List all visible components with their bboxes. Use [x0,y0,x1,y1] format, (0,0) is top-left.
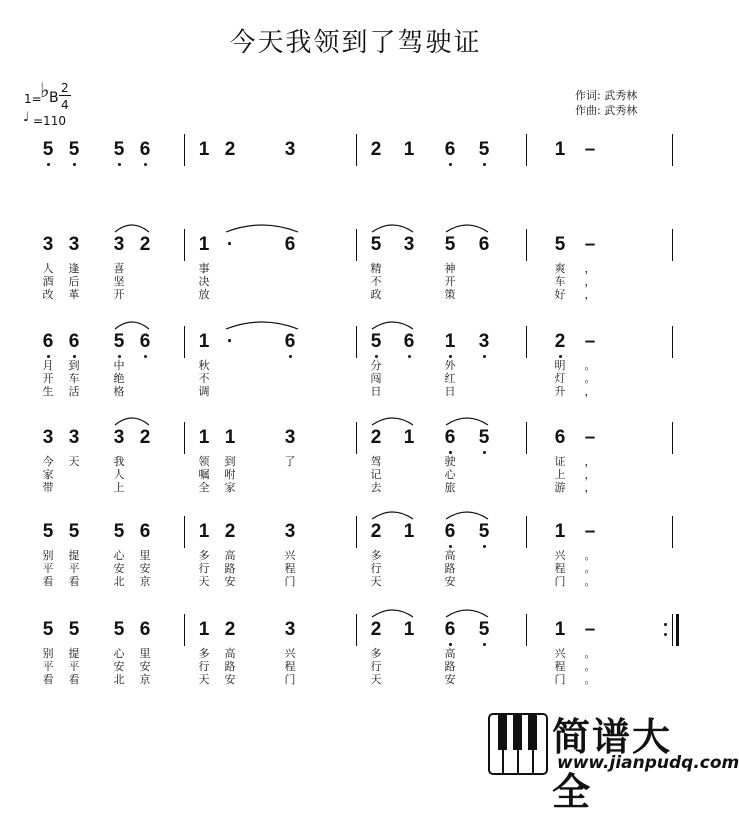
note: 5 [370,331,382,352]
lyric: 记 [370,468,382,481]
lyric: 。 [584,372,596,385]
lyric: 平 [42,562,54,575]
credits [575,88,637,118]
note: 5 [478,139,490,160]
lyric: 北 [113,575,125,588]
lyric: 策 [444,288,456,301]
lyric: 安 [139,660,151,673]
lyric: 游 [554,481,566,494]
note: 1 [554,139,566,160]
note: 6 [284,331,296,352]
note: 2 [224,619,236,640]
bar-line [356,516,357,548]
lyric: 心 [113,549,125,562]
note: · [226,331,234,352]
bar-line [356,229,357,261]
note: 2 [139,234,151,255]
octave-dot [449,451,452,454]
lyric: 路 [444,660,456,673]
note: 5 [478,521,490,542]
note: 3 [113,234,125,255]
lyric: 开 [444,275,456,288]
note: 5 [68,139,80,160]
slur [371,318,414,330]
note: 5 [370,234,382,255]
lyric: 上 [554,468,566,481]
lyric: 灯 [554,372,566,385]
note: 2 [370,521,382,542]
note: 6 [139,619,151,640]
lyric: 行 [198,562,210,575]
octave-dot [483,545,486,548]
note: 6 [284,234,296,255]
time-divider [59,95,71,96]
lyric: 红 [444,372,456,385]
lyric: 。 [584,575,596,588]
note: 5 [42,139,54,160]
lyric: 安 [113,562,125,575]
lyric: 闯 [370,372,382,385]
note: 2 [224,139,236,160]
slur [225,318,299,330]
lyric: 多 [370,647,382,660]
lyric: 天 [198,575,210,588]
note: 3 [42,427,54,448]
lyric: 中 [113,359,125,372]
lyric: 兴 [284,647,296,660]
lyric: 绝 [113,372,125,385]
note: 6 [444,521,456,542]
lyric: 带 [42,481,54,494]
lyric: 格 [113,385,125,398]
octave-dot [408,355,411,358]
lyric: 天 [198,673,210,686]
lyric: 事 [198,262,210,275]
lyric: 神 [444,262,456,275]
lyric: 活 [68,385,80,398]
note: 1 [198,427,210,448]
note: 6 [42,331,54,352]
lyric: 门 [554,575,566,588]
octave-dot [375,355,378,358]
lyric: 看 [42,575,54,588]
lyric: ， [584,275,596,288]
slur [445,606,489,618]
lyric: 驶 [444,455,456,468]
lyric: 全 [198,481,210,494]
note: 5 [554,234,566,255]
bar-line [184,516,185,548]
octave-dot [144,355,147,358]
slur [371,508,414,520]
octave-dot [73,355,76,358]
lyric: 心 [444,468,456,481]
note: – [584,521,596,542]
lyric: 心 [113,647,125,660]
lyric: 旅 [444,481,456,494]
lyric: 酒 [42,275,54,288]
lyric: 程 [284,562,296,575]
lyric: ， [584,385,596,398]
lyric: 好 [554,288,566,301]
note: 3 [284,521,296,542]
lyric: 。 [584,660,596,673]
lyric: ， [584,468,596,481]
slur [371,414,414,426]
note: 5 [68,521,80,542]
bar-line [526,229,527,261]
lyric: ， [584,481,596,494]
key-note: B [49,90,59,106]
watermark-brand: 简谱大全 [552,715,673,814]
bar-line [672,422,673,454]
time-bottom: 4 [61,98,69,112]
octave-dot [449,163,452,166]
lyric: 路 [224,562,236,575]
watermark-url: www.jianpudq.com [557,753,739,773]
slur [445,508,489,520]
lyric: 平 [42,660,54,673]
lyric: 门 [284,673,296,686]
lyric: 高 [224,647,236,660]
lyric: 车 [554,275,566,288]
lyric: 看 [68,673,80,686]
lyric: 京 [139,673,151,686]
note: 5 [478,619,490,640]
lyricist: 作词: 武秀林 [575,89,638,102]
lyric: 别 [42,647,54,660]
lyric: 安 [444,673,456,686]
quarter-note-icon: ♩ [23,110,30,125]
lyric: 里 [139,549,151,562]
repeat-end-sign [664,614,684,646]
lyric: 行 [198,660,210,673]
note: 5 [113,521,125,542]
note: 6 [554,427,566,448]
lyric: ， [584,455,596,468]
lyric: 高 [444,549,456,562]
octave-dot [449,545,452,548]
tempo: =110 [33,114,66,128]
lyric: 高 [444,647,456,660]
lyric: 里 [139,647,151,660]
note: 5 [478,427,490,448]
lyric: 。 [584,647,596,660]
note: 2 [370,139,382,160]
note: 6 [403,331,415,352]
note: 1 [554,521,566,542]
note: – [584,331,596,352]
lyric: 门 [554,673,566,686]
octave-dot [73,163,76,166]
note: 3 [42,234,54,255]
note: 1 [198,521,210,542]
lyric: 放 [198,288,210,301]
note: 6 [444,427,456,448]
slur [114,318,150,330]
note: 5 [68,619,80,640]
bar-line [672,516,673,548]
lyric: 兴 [284,549,296,562]
note: 6 [478,234,490,255]
lyric: 天 [68,455,80,468]
note: 1 [444,331,456,352]
lyric: 提 [68,549,80,562]
lyric: 证 [554,455,566,468]
lyric: 多 [198,549,210,562]
octave-dot [559,355,562,358]
note: 3 [68,234,80,255]
lyric: 日 [444,385,456,398]
note: 1 [554,619,566,640]
note: 6 [444,139,456,160]
note: 6 [139,521,151,542]
lyric: 到 [224,455,236,468]
note: 2 [370,427,382,448]
note: 5 [113,139,125,160]
lyric: 家 [224,481,236,494]
note: 2 [139,427,151,448]
lyric: 月 [42,359,54,372]
octave-dot [144,163,147,166]
lyric: 北 [113,673,125,686]
bar-line [356,614,357,646]
octave-dot [47,355,50,358]
note: 1 [403,521,415,542]
lyric: 路 [224,660,236,673]
note: 1 [198,619,210,640]
lyric: 人 [113,468,125,481]
slur [371,606,414,618]
lyric: 了 [284,455,296,468]
composer: 作曲: 武秀林 [575,104,638,117]
lyric: 上 [113,481,125,494]
bar-line [356,326,357,358]
lyric: 改 [42,288,54,301]
lyric: 明 [554,359,566,372]
lyric: 安 [224,575,236,588]
lyric: 兴 [554,647,566,660]
lyric: 行 [370,562,382,575]
bar-line [672,229,673,261]
lyric: 高 [224,549,236,562]
note: 6 [444,619,456,640]
lyric: 天 [370,673,382,686]
bar-line [184,422,185,454]
bar-line [184,229,185,261]
lyric: 别 [42,549,54,562]
lyric: 。 [584,359,596,372]
note: 6 [139,139,151,160]
lyric: 开 [113,288,125,301]
lyric: 程 [284,660,296,673]
piano-logo-icon [488,713,548,775]
lyric: 生 [42,385,54,398]
lyric: 。 [584,562,596,575]
lyric: 京 [139,575,151,588]
bar-line [526,614,527,646]
lyric: 安 [444,575,456,588]
lyric: 多 [370,549,382,562]
octave-dot [47,163,50,166]
slur [114,221,150,233]
lyric: 到 [68,359,80,372]
octave-dot [483,643,486,646]
lyric: 行 [370,660,382,673]
lyric: 程 [554,660,566,673]
lyric: 领 [198,455,210,468]
lyric: 多 [198,647,210,660]
lyric: 安 [113,660,125,673]
octave-dot [118,163,121,166]
lyric: 。 [584,549,596,562]
bar-line [356,134,357,166]
note: 5 [42,619,54,640]
bar-line [526,516,527,548]
note: 1 [403,139,415,160]
note: 6 [139,331,151,352]
lyric: 今 [42,455,54,468]
note: 1 [224,427,236,448]
note: 5 [113,619,125,640]
octave-dot [483,451,486,454]
key-prefix: 1= [24,92,42,106]
octave-dot [289,355,292,358]
lyric: 爽 [554,262,566,275]
note: 1 [198,331,210,352]
lyric: 看 [68,575,80,588]
lyric: 。 [584,673,596,686]
lyric: 路 [444,562,456,575]
lyric: 我 [113,455,125,468]
bar-line [526,134,527,166]
lyric: 喜 [113,262,125,275]
lyric: 革 [68,288,80,301]
lyric: 秋 [198,359,210,372]
note: – [584,427,596,448]
lyric: 外 [444,359,456,372]
bar-line [526,422,527,454]
lyric: 家 [42,468,54,481]
slur [445,221,489,233]
lyric: 政 [370,288,382,301]
lyric: 程 [554,562,566,575]
note: 2 [370,619,382,640]
note: 3 [284,427,296,448]
slur [114,414,150,426]
slur [445,414,489,426]
lyric: 不 [198,372,210,385]
lyric: 逢 [68,262,80,275]
note: 3 [403,234,415,255]
note: – [584,234,596,255]
lyric: 嘱 [198,468,210,481]
bar-line [672,134,673,166]
lyric: 看 [42,673,54,686]
bar-line [356,422,357,454]
note: – [584,139,596,160]
lyric: 分 [370,359,382,372]
note: 2 [224,521,236,542]
note: 3 [284,619,296,640]
lyric: 不 [370,275,382,288]
octave-dot [449,643,452,646]
lyric: 兴 [554,549,566,562]
octave-dot [483,163,486,166]
slur [225,221,299,233]
bar-line [184,326,185,358]
lyric: 平 [68,660,80,673]
lyric: 人 [42,262,54,275]
octave-dot [483,355,486,358]
lyric: 精 [370,262,382,275]
bar-line [672,326,673,358]
time-top: 2 [61,81,69,95]
note: 1 [198,234,210,255]
flat-symbol: ♭ [40,78,50,102]
lyric: 咐 [224,468,236,481]
lyric: 驾 [370,455,382,468]
note: 3 [478,331,490,352]
note: 2 [554,331,566,352]
octave-dot [449,355,452,358]
lyric: 安 [224,673,236,686]
lyric: 后 [68,275,80,288]
note: 5 [113,331,125,352]
lyric: 天 [370,575,382,588]
song-title: 今天我领到了驾驶证 [229,28,482,58]
note: 1 [198,139,210,160]
lyric: 提 [68,647,80,660]
octave-dot [118,355,121,358]
note: 5 [42,521,54,542]
note: 6 [68,331,80,352]
lyric: 坚 [113,275,125,288]
note: · [226,234,234,255]
note: 1 [403,427,415,448]
lyric: 门 [284,575,296,588]
note: 5 [444,234,456,255]
lyric: 去 [370,481,382,494]
lyric: 安 [139,562,151,575]
lyric: ， [584,262,596,275]
lyric: 平 [68,562,80,575]
lyric: 决 [198,275,210,288]
lyric: 升 [554,385,566,398]
lyric: 车 [68,372,80,385]
note: – [584,619,596,640]
bar-line [184,614,185,646]
note: 3 [113,427,125,448]
lyric: 调 [198,385,210,398]
lyric: 日 [370,385,382,398]
lyric: 开 [42,372,54,385]
bar-line [526,326,527,358]
note: 3 [284,139,296,160]
lyric: ， [584,288,596,301]
note: 1 [403,619,415,640]
note: 3 [68,427,80,448]
slur [371,221,414,233]
bar-line [184,134,185,166]
